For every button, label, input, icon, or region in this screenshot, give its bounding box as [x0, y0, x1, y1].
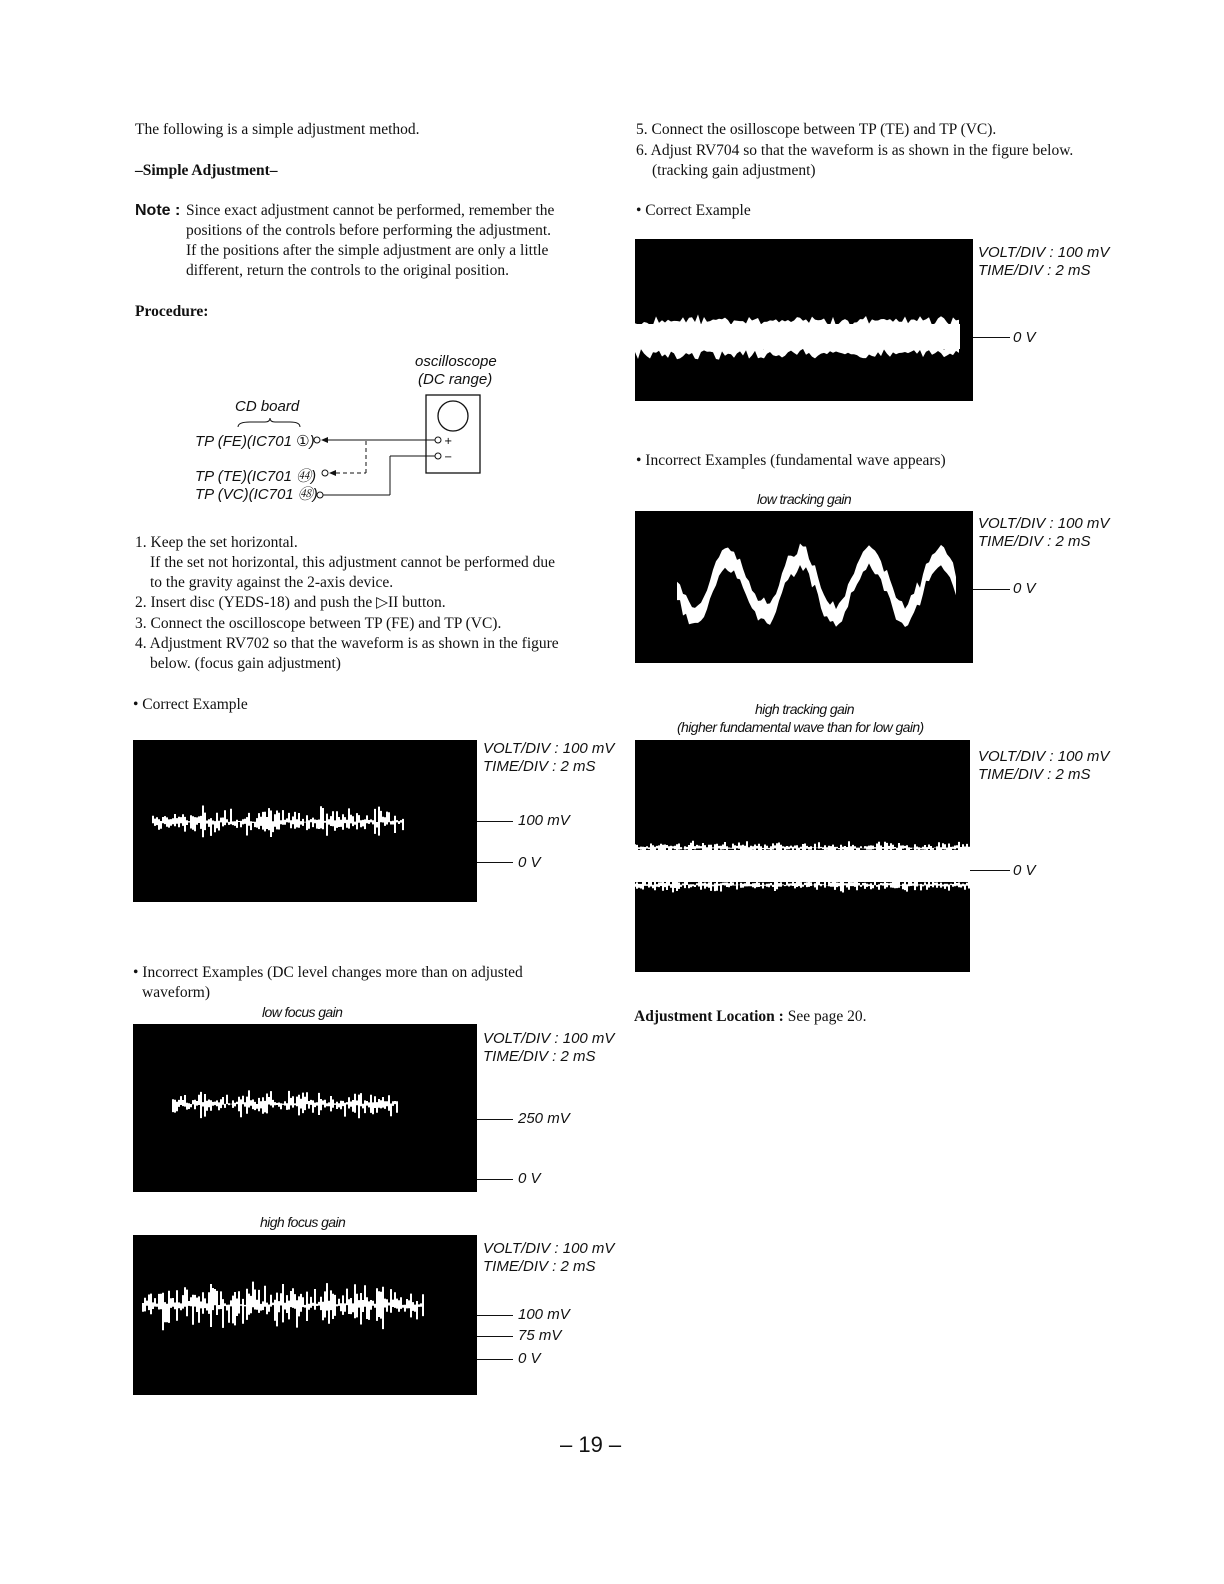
dc-range-label: (DC range)	[418, 371, 493, 388]
procedure-heading: Procedure:	[135, 303, 209, 320]
level-75mv-label: 75 mV	[518, 1327, 562, 1344]
marker-line	[477, 1119, 513, 1120]
step-2: 2. Insert disc (YEDS-18) and push the ▷II button.	[135, 594, 446, 611]
waveform-low-tracking	[635, 511, 973, 663]
oscilloscope-label: oscilloscope	[415, 353, 497, 370]
step-6: 6. Adjust RV704 so that the waveform is as shown in the figure below.	[636, 142, 1074, 159]
waveform-high-tracking	[635, 740, 970, 972]
note-label: Note :	[135, 202, 181, 219]
high-tracking-gain-caption: high tracking gain	[755, 701, 854, 717]
level-0v-label: 0 V	[1013, 329, 1036, 346]
level-100mv-label: 100 mV	[518, 812, 570, 829]
note-line: Since exact adjustment cannot be performed, remember the	[186, 202, 555, 219]
level-0v-label: 0 V	[518, 1170, 541, 1187]
low-tracking-trace	[677, 544, 956, 628]
scope-tracking-correct	[635, 239, 973, 401]
step-1-detail: If the set not horizontal, this adjustment cannot be performed due	[150, 554, 556, 571]
step-6-detail: (tracking gain adjustment)	[652, 162, 816, 179]
waveform-low-focus	[133, 1024, 477, 1192]
time-div-label: TIME/DIV : 2 mS	[978, 533, 1091, 550]
marker-line	[477, 821, 513, 822]
high-focus-trace	[143, 1282, 423, 1331]
low-focus-gain-caption: low focus gain	[262, 1004, 343, 1020]
page-number: – 19 –	[560, 1432, 622, 1457]
focus-incorrect-label: • Incorrect Examples (DC level changes more than on adjusted	[133, 964, 523, 981]
note-line: positions of the controls before performing the adjustment.	[186, 222, 552, 239]
tp-vc-label: TP (VC)(IC701 ㊽)	[195, 486, 318, 503]
note-line: If the positions after the simple adjustment are only a little	[186, 242, 549, 259]
scope-focus-correct	[133, 740, 477, 902]
marker-line	[973, 337, 1010, 338]
tp-fe-label: TP (FE)(IC701 ①)	[195, 433, 315, 450]
volt-div-label: VOLT/DIV : 100 mV	[978, 748, 1110, 765]
step-4: 4. Adjustment RV702 so that the waveform is as shown in the figure	[135, 635, 559, 652]
volt-div-label: VOLT/DIV : 100 mV	[978, 515, 1110, 532]
level-0v-label: 0 V	[518, 854, 541, 871]
volt-div-label: VOLT/DIV : 100 mV	[483, 1240, 615, 1257]
volt-div-label: VOLT/DIV : 100 mV	[483, 1030, 615, 1047]
level-100mv-label: 100 mV	[518, 1306, 570, 1323]
high-tracking-gain-note: (higher fundamental wave than for low gain)	[677, 719, 924, 735]
waveform-high-focus	[133, 1235, 477, 1395]
marker-line	[477, 1336, 513, 1337]
marker-line	[477, 862, 513, 863]
connection-diagram	[190, 350, 510, 510]
marker-line	[970, 870, 1010, 871]
waveform-tracking-correct	[635, 239, 973, 401]
waveform-focus-correct	[133, 740, 477, 902]
tracking-correct-example-label: • Correct Example	[636, 202, 751, 219]
marker-line	[973, 589, 1010, 590]
tracking-incorrect-label: • Incorrect Examples (fundamental wave appears)	[636, 452, 946, 469]
simple-adjustment-heading: –Simple Adjustment–	[135, 162, 278, 179]
level-0v-label: 0 V	[518, 1350, 541, 1367]
level-250mv-label: 250 mV	[518, 1110, 570, 1127]
step-1: 1. Keep the set horizontal.	[135, 534, 298, 551]
low-focus-trace	[173, 1090, 397, 1118]
time-div-label: TIME/DIV : 2 mS	[483, 1258, 596, 1275]
step-5: 5. Connect the osilloscope between TP (TE) and TP (VC).	[636, 121, 997, 138]
focus-correct-example-label: • Correct Example	[133, 696, 248, 713]
scope-high-focus	[133, 1235, 477, 1395]
scope-high-tracking	[635, 740, 970, 972]
time-div-label: TIME/DIV : 2 mS	[978, 262, 1091, 279]
high-focus-gain-caption: high focus gain	[260, 1214, 346, 1230]
adjustment-location-label: Adjustment Location :	[634, 1008, 784, 1025]
time-div-label: TIME/DIV : 2 mS	[483, 758, 596, 775]
step-4-detail: below. (focus gain adjustment)	[150, 655, 341, 672]
trace-fill	[635, 850, 970, 882]
tp-te-label: TP (TE)(IC701 ㊹)	[195, 468, 317, 485]
step-3: 3. Connect the oscilloscope between TP (FE) and TP (VC).	[135, 615, 502, 632]
level-0v-label: 0 V	[1013, 580, 1036, 597]
adjustment-location	[634, 1007, 866, 1027]
cd-board-label: CD board	[235, 398, 300, 415]
level-0v-label: 0 V	[1013, 862, 1036, 879]
volt-div-label: VOLT/DIV : 100 mV	[978, 244, 1110, 261]
scope-low-focus	[133, 1024, 477, 1192]
volt-div-label: VOLT/DIV : 100 mV	[483, 740, 615, 757]
focus-incorrect-label-cont: waveform)	[142, 984, 210, 1001]
focus-correct-trace	[153, 806, 403, 838]
diagram-wiring	[190, 350, 510, 510]
low-tracking-gain-caption: low tracking gain	[757, 491, 852, 507]
scope-low-tracking	[635, 511, 973, 663]
adjustment-location-value: See page 20.	[783, 1008, 867, 1025]
step-1-detail: to the gravity against the 2-axis device.	[150, 574, 394, 591]
time-div-label: TIME/DIV : 2 mS	[978, 766, 1091, 783]
marker-line	[477, 1359, 513, 1360]
svg-text:+: +	[444, 436, 453, 447]
marker-line	[477, 1179, 513, 1180]
note-line: different, return the controls to the original position.	[186, 262, 509, 279]
svg-text:−: −	[444, 452, 453, 463]
intro-text: The following is a simple adjustment method.	[135, 121, 420, 138]
time-div-label: TIME/DIV : 2 mS	[483, 1048, 596, 1065]
marker-line	[477, 1315, 513, 1316]
